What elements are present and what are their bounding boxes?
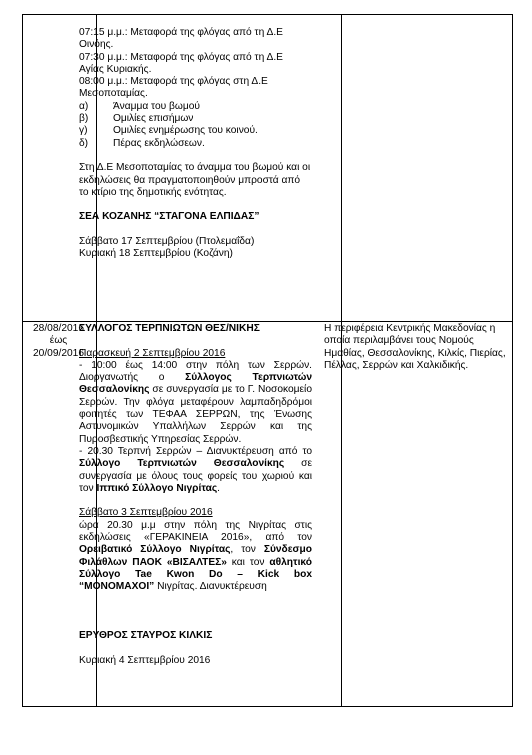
event-paragraph: - 10:00 έως 14:00 στην πόλη των Σερρών. Διοργανωτής ο Σύλλογος Τερπνιωτών Θεσσαλονίκης σε συνεργασία με το Γ. Νοσοκομείο Σερρών. Την φλόγα μεταφέρουν λαμπαδηδρόμοι φοιτητές των ΤΕΦΑΑ ΣΕΡΡΩΝ, της Ένωσης Αστυνομικών Υπαλλήλων Σερρών και της Πυροσβεστικής Υπηρεσίας Σερρών.	[79, 359, 312, 445]
row-divider	[23, 321, 512, 322]
org-heading: ΕΡΥΘΡΟΣ ΣΤΑΥΡΟΣ ΚΙΛΚΙΣ	[79, 630, 213, 642]
date-from: 28/08/2016	[33, 323, 84, 334]
region-note	[324, 323, 506, 372]
date-separator: έως	[49, 335, 68, 347]
day-heading: Παρασκευή 2 Σεπτεμβρίου 2016	[79, 347, 226, 359]
schedule-line: Οινόης.	[79, 39, 114, 51]
row2-event-cell	[79, 323, 312, 667]
schedule-line: Μεσοποταμίας.	[79, 88, 148, 100]
event-date: Κυριακή 4 Σεπτεμβρίου 2016	[79, 655, 211, 667]
event-date: Κυριακή 18 Σεπτεμβρίου (Κοζάνη)	[79, 248, 233, 260]
schedule-line: 08:00 μ.μ.: Μεταφορά της φλόγας στη Δ.Ε	[79, 76, 268, 88]
list-item: δ) Πέρας εκδηλώσεων.	[79, 137, 205, 149]
event-date: Σάββατο 17 Σεπτεμβρίου (Πτολεμαΐδα)	[79, 236, 255, 248]
schedule-line: 07:30 μ.μ.: Μεταφορά της φλόγας από τη Δ.Ε	[79, 51, 283, 63]
row1-event-cell	[79, 27, 312, 261]
date-to: 20/09/2016	[33, 347, 84, 359]
schedule-line: Αγίας Κυριακής.	[79, 63, 152, 75]
schedule-line: 07:15 μ.μ.: Μεταφορά της φλόγας από τη Δ.Ε	[79, 27, 283, 38]
org-heading: ΣΥΛΛΟΓΟΣ ΤΕΡΠΝΙΩΤΩΝ ΘΕΣ/ΝΙΚΗΣ	[79, 323, 260, 334]
event-paragraph: - 20.30 Τερπνή Σερρών – Διανυκτέρευση από το Σύλλογο Τερπνιωτών Θεσσαλονίκης σε συνεργασία με όλους τους φορείς του χωριού και τον Ιππικό Σύλλογο Νιγρίτας.	[79, 445, 312, 494]
list-item: γ) Ομιλίες ενημέρωσης του κοινού.	[79, 125, 258, 137]
day-heading: Σάββατο 3 Σεπτεμβρίου 2016	[79, 507, 213, 519]
org-heading: ΣΕΑ ΚΟΖΑΝΗΣ “ΣΤΑΓΟΝΑ ΕΛΠΙΔΑΣ”	[79, 211, 260, 223]
list-item: α) Άναμμα του βωμού	[79, 100, 200, 112]
event-paragraph: ώρα 20.30 μ.μ στην πόλη της Νιγρίτας στις εκδηλώσεις «ΓΕΡΑΚΙΝΕΙΑ 2016», από τον Ορειβατικό Σύλλογο Νιγρίτας, τον Σύνδεσμο Φιλάθλων ΠΑΟΚ «ΒΙΣΑΛΤΕΣ» και τον αθλητικό Σύλλογο Tae Kwon Do – Kick box “ΜΟΝΟΜΑΧΟΙ” Νιγρίτας. Διανυκτέρευση	[79, 519, 312, 593]
region-note-text: Η περιφέρεια Κεντρικής Μακεδονίας η οποία περιλαμβάνει τους Νομούς Ημαθίας, Θεσσαλονίκης, Κιλκίς, Πιερίας, Πέλλας, Σερρών και Χαλκιδικής.	[324, 323, 506, 371]
list-item: β) Ομιλίες επισήμων	[79, 113, 194, 125]
location-paragraph: Στη Δ.Ε Μεσοποταμίας το άναμμα του βωμού και οι εκδηλώσεις θα πραγματοποιηθούν μπροστά από το κτίριο της δημοτικής ενότητας.	[79, 162, 311, 198]
